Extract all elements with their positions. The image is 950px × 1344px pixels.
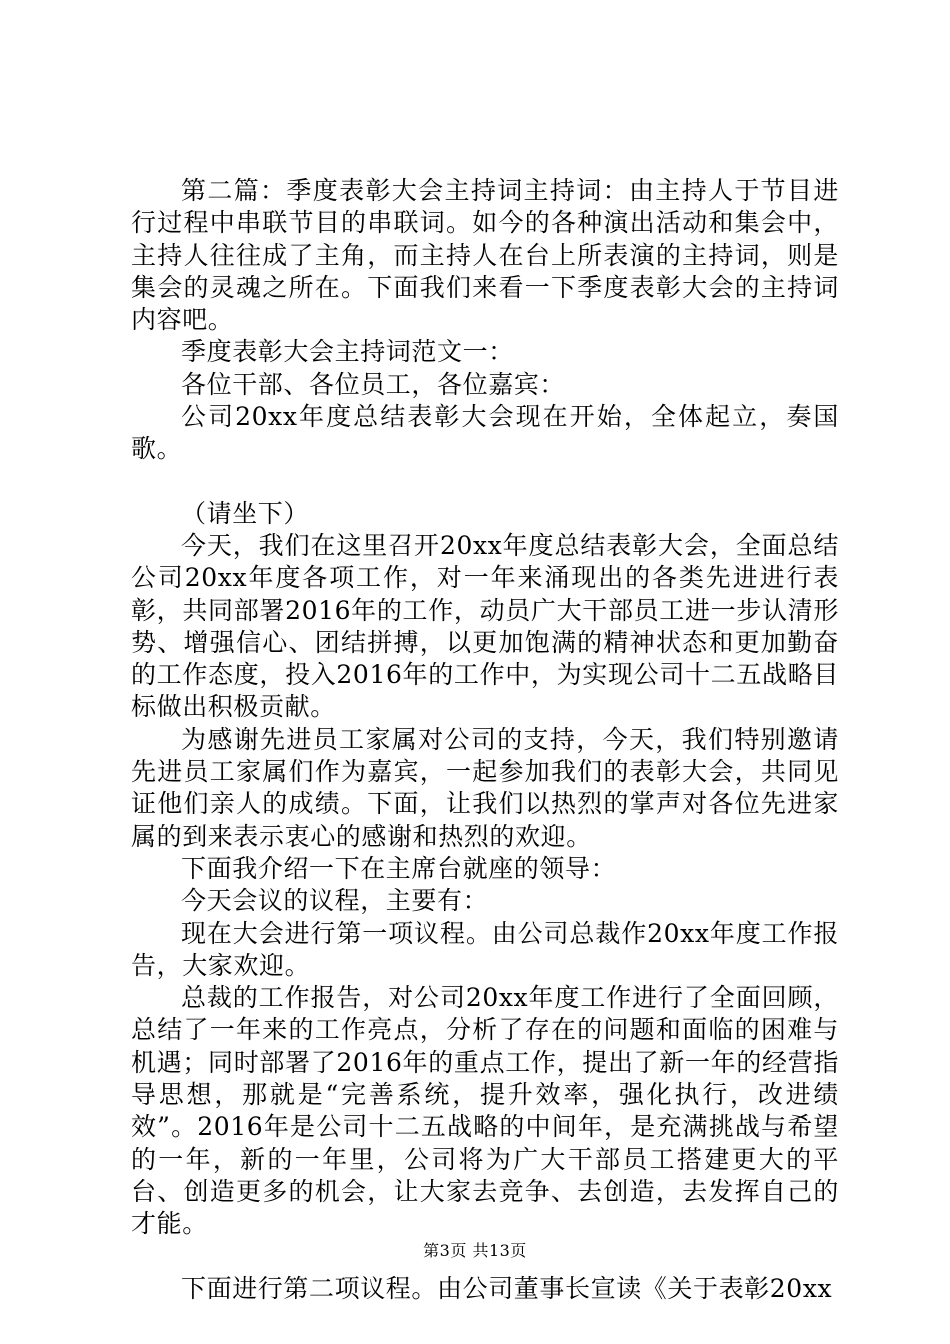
blank-line	[131, 466, 839, 498]
paragraph-intro: 第二篇：季度表彰大会主持词主持词：由主持人于节目进行过程中串联节目的串联词。如今的各种演出活动和集会中，主持人往往成了主角，而主持人在台上所表演的主持词，则是集会的灵魂之所在。下面我们来看一下季度表彰大会的主持词内容吧。	[131, 176, 839, 335]
paragraph-today: 今天，我们在这里召开20xx年度总结表彰大会，全面总结公司20xx年度各项工作，对一年来涌现出的各类先进进行表彰，共同部署2016年的工作，动员广大干部员工进一步认清形势、增强信心、团结拼搏，以更加饱满的精神状态和更加勤奋的工作态度，投入2016年的工作中，为实现公司十二五战略目标做出积极贡献。	[131, 530, 839, 722]
paragraph-agenda-item-2: 下面进行第二项议程。由公司董事长宣读《关于表彰20xx	[181, 1273, 833, 1303]
paragraph-thanks-families: 为感谢先进员工家属对公司的支持，今天，我们特别邀请先进员工家属们作为嘉宾，一起参加我们的表彰大会，共同见证他们亲人的成绩。下面，让我们以热烈的掌声对各位先进家属的到来表示衷心的感谢和热烈的欢迎。	[131, 724, 839, 851]
paragraph-sample-title: 季度表彰大会主持词范文一：	[181, 337, 514, 367]
paragraph-greeting: 各位干部、各位员工，各位嘉宾：	[181, 369, 566, 399]
paragraph-agenda: 今天会议的议程，主要有：	[181, 886, 489, 916]
paragraph-introduce-leaders: 下面我介绍一下在主席台就座的领导：	[181, 853, 617, 883]
paragraph-sit-down: （请坐下）	[181, 498, 310, 528]
paragraph-agenda-item-1: 现在大会进行第一项议程。由公司总裁作20xx年度工作报告，大家欢迎。	[131, 918, 839, 980]
page-number: 第3页 共13页	[423, 1241, 527, 1260]
paragraph-opening: 公司20xx年度总结表彰大会现在开始，全体起立，奏国歌。	[131, 402, 839, 464]
document-body	[131, 175, 839, 1305]
paragraph-report-summary: 总裁的工作报告，对公司20xx年度工作进行了全面回顾，总结了一年来的工作亮点，分析了存在的问题和面临的困难与机遇；同时部署了2016年的重点工作，提出了新一年的经营指导思想，那就是“完善系统，提升效率，强化执行，改进绩效”。2016年是公司十二五战略的中间年，是充满挑战与希望的一年，新的一年里，公司将为广大干部员工搭建更大的平台、创造更多的机会，让大家去竞争、去创造，去发挥自己的才能。	[131, 983, 839, 1239]
